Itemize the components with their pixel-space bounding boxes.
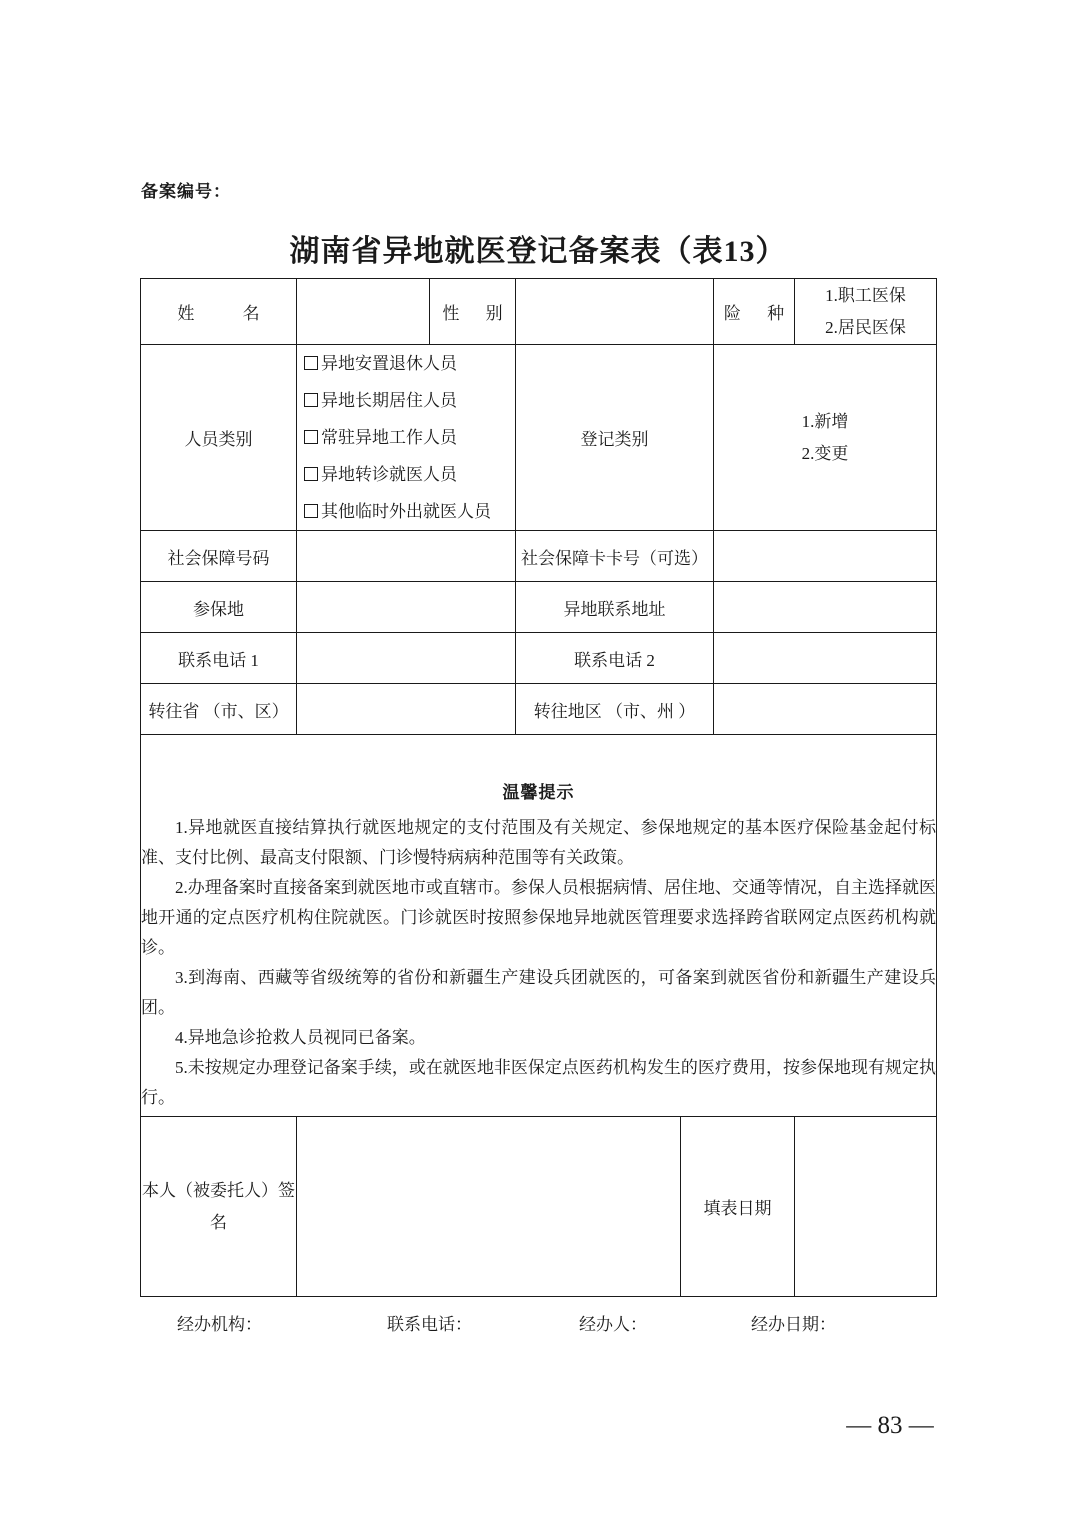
fill-date-label-cell: 填表日期 — [681, 1117, 795, 1297]
phone2-input-cell — [714, 633, 937, 684]
insured-place-label-cell: 参保地 — [141, 582, 297, 633]
notice-item: 4.异地急诊抢救人员视同已备案。 — [175, 1028, 426, 1047]
handling-phone-label: 联系电话： — [387, 1315, 472, 1334]
handling-operator-label: 经办人： — [579, 1315, 647, 1334]
register-option-new: 1.新增 — [801, 411, 849, 431]
card-number-input-cell — [714, 531, 937, 582]
register-type-options-cell — [714, 345, 937, 531]
to-region-input-cell — [714, 684, 937, 735]
person-type-option: 异地转诊就医人员 — [304, 456, 515, 493]
registration-form-table — [140, 278, 937, 1297]
notice-item: 2.办理备案时直接备案到就医地市或直辖市。参保人员根据病情、居住地、交通等情况，自主选择就医地开通的定点医疗机构住院就医。门诊就医时按照参保地异地就医管理要求选择跨省联网定点医药机构就诊。 — [141, 878, 936, 957]
checkbox-icon — [304, 393, 318, 407]
table-row-person-type — [141, 345, 937, 531]
insurance-type-label-cell: 险 种 — [714, 279, 795, 345]
person-type-option: 异地长期居住人员 — [304, 382, 515, 419]
to-region-label-cell: 转往地区 （市、州 ） — [516, 684, 714, 735]
to-province-label-cell: 转往省 （市、区） — [141, 684, 297, 735]
person-type-option: 异地安置退休人员 — [304, 345, 515, 382]
notice-item: 3.到海南、西藏等省级统筹的省份和新疆生产建设兵团就医的，可备案到就医省份和新疆生产建设兵团。 — [141, 968, 936, 1017]
table-row-ssn — [141, 531, 937, 582]
phone2-label-cell: 联系电话 2 — [516, 633, 714, 684]
name-label-cell: 姓 名 — [141, 279, 297, 345]
table-row-name-gender-insurance — [141, 279, 937, 345]
gender-input-cell — [516, 279, 714, 345]
handling-agency-label: 经办机构： — [177, 1315, 262, 1334]
insurance-option-resident: 2.居民医保 — [825, 317, 906, 337]
fill-date-input-cell — [795, 1117, 937, 1297]
checkbox-icon — [304, 467, 318, 481]
gender-label-cell: 性 别 — [430, 279, 516, 345]
to-province-input-cell — [297, 684, 516, 735]
notice-item: 1.异地就医直接结算执行就医地规定的支付范围及有关规定、参保地规定的基本医疗保险基金起付标 准、支付比例、最高支付限额、门诊慢特病病种范围等有关政策。 — [141, 818, 936, 867]
insurance-type-options-cell — [795, 279, 937, 345]
table-row-destination — [141, 684, 937, 735]
name-input-cell — [297, 279, 430, 345]
person-type-option: 常驻异地工作人员 — [304, 419, 515, 456]
table-row-signature — [141, 1117, 937, 1297]
handling-date-label: 经办日期： — [751, 1315, 836, 1334]
register-option-change: 2.变更 — [801, 443, 849, 463]
filing-number-label: 备案编号： — [141, 182, 231, 201]
notice-cell — [141, 735, 937, 1117]
table-row-notice — [141, 735, 937, 1117]
ssn-input-cell — [297, 531, 516, 582]
insurance-option-employee: 1.职工医保 — [825, 285, 906, 305]
register-type-label-cell: 登记类别 — [516, 345, 714, 531]
person-type-options-cell — [297, 345, 516, 531]
card-number-label-cell: 社会保障卡卡号（可选） — [516, 531, 714, 582]
checkbox-icon — [304, 356, 318, 370]
table-row-phones — [141, 633, 937, 684]
remote-address-input-cell — [714, 582, 937, 633]
phone1-label-cell: 联系电话 1 — [141, 633, 297, 684]
notice-title: 温馨提示 — [502, 783, 575, 802]
insured-place-input-cell — [297, 582, 516, 633]
handling-info-line — [0, 1310, 1074, 1334]
checkbox-icon — [304, 430, 318, 444]
person-type-label-cell: 人员类别 — [141, 345, 297, 531]
ssn-label-cell: 社会保障号码 — [141, 531, 297, 582]
person-type-option: 其他临时外出就医人员 — [304, 493, 515, 530]
phone1-input-cell — [297, 633, 516, 684]
notice-item: 5.未按规定办理登记备案手续，或在就医地非医保定点医药机构发生的医疗费用，按参保地现有规定执行。 — [141, 1058, 936, 1107]
page-number: — 83 — — [846, 1412, 934, 1439]
page-title: 湖南省异地就医登记备案表（表13） — [289, 235, 787, 268]
signature-label-cell: 本人（被委托人）签名 — [141, 1117, 297, 1297]
checkbox-icon — [304, 504, 318, 518]
table-row-insured-place — [141, 582, 937, 633]
remote-address-label-cell: 异地联系地址 — [516, 582, 714, 633]
signature-input-cell — [297, 1117, 681, 1297]
